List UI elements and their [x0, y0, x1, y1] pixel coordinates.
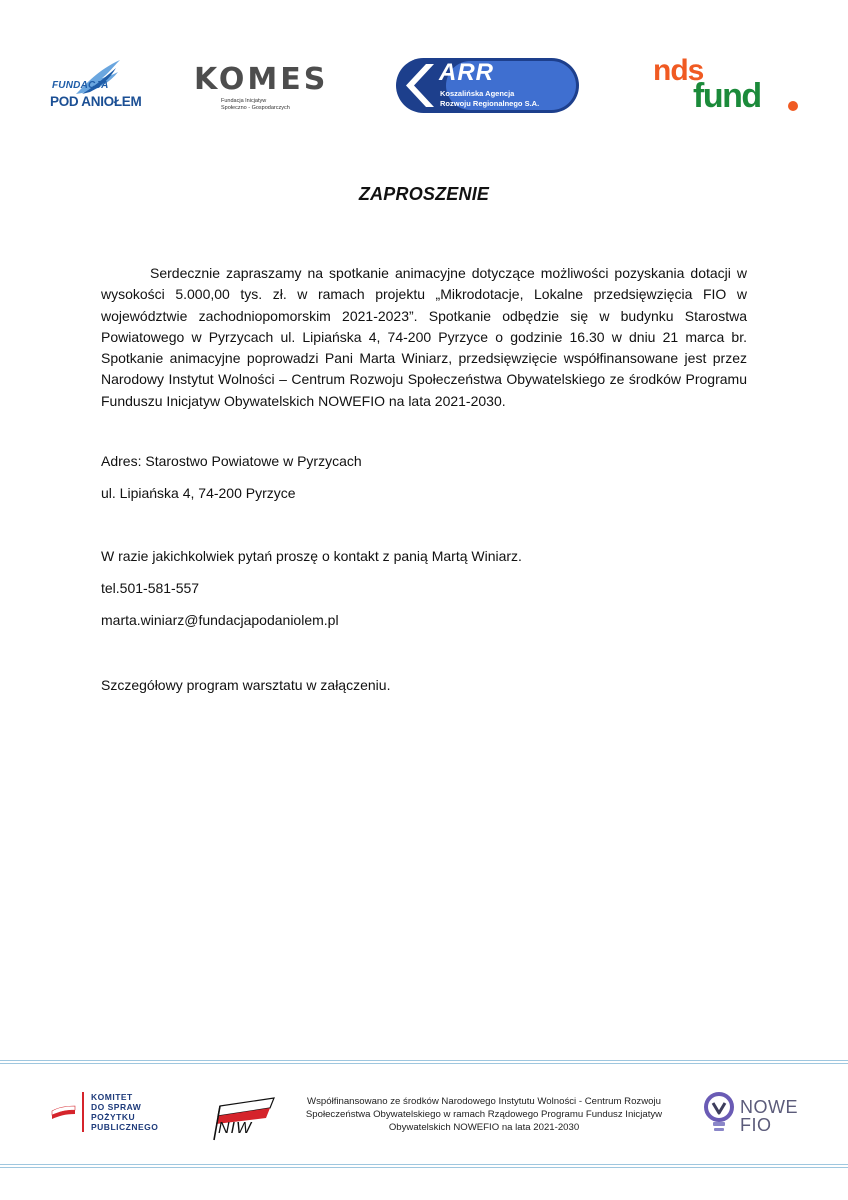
niw-logo-text: NIW [218, 1120, 253, 1137]
fundacja-pod-aniolem-logo [48, 58, 142, 116]
footer-rule-top [0, 1060, 848, 1061]
footer-rule-bottom-2 [0, 1167, 848, 1168]
niw-logo [208, 1094, 278, 1142]
invitation-paragraph: Serdecznie zapraszamy na spotkanie animacyjne dotyczące możliwości pozyskania dotacji w wysokości 5.000,00 tys. zł. w ramach projektu „Mikrodotacje, Lokalne przedsięwzięcia FIO w województwie zachodniopomorskim 2021-2023”. Spotkanie odbędzie się w budynku Starostwa Powiatowego w Pyrzycach ul. Lipiańska 4, 74-200 Pyrzyce o godzinie 16.30 w dniu 21 marca br. Spotkanie animacyjne poprowadzi Pani Marta Winiarz, przedsięwzięcie współfinansowane jest przez Narodowy Instytut Wolności – Centrum Rozwoju Społeczeństwa Obywatelskiego ze środków Programu Funduszu Inicjatyw Obywatelskich NOWEFIO na lata 2021-2030. [101, 265, 747, 409]
arrow-icon [396, 58, 442, 113]
fundacja-logo-line1: FUNDACJA [52, 80, 109, 91]
arr-logo [396, 58, 579, 113]
phone-number: tel.501-581-557 [101, 580, 200, 596]
attachment-note: Szczegółowy program warsztatu w załączeniu. [101, 677, 391, 693]
komes-logo [192, 62, 327, 112]
arr-logo-word: ARR [439, 59, 494, 86]
komitet-line-4: PUBLICZNEGO [91, 1122, 159, 1132]
komitet-line-2: DO SPRAW [91, 1102, 142, 1112]
nds-logo-line1: nds [653, 54, 704, 87]
document-title: ZAPROSZENIE [358, 184, 490, 204]
komitet-logo [48, 1092, 178, 1132]
komes-logo-word: KOMES [194, 62, 329, 97]
polish-flag-icon [51, 1102, 77, 1120]
komes-logo-subtitle1: Fundacja Inicjatyw [221, 98, 267, 104]
nds-fund-logo [653, 54, 798, 116]
address-line-1: Adres: Starostwo Powiatowe w Pyrzycach [101, 453, 362, 469]
komes-logo-subtitle2: Społeczno - Gospodarczych [221, 105, 290, 111]
address-line-2: ul. Lipiańska 4, 74-200 Pyrzyce [101, 485, 296, 501]
fundacja-logo-line2: POD ANIOŁEM [50, 94, 142, 109]
contact-line: W razie jakichkolwiek pytań proszę o kontakt z panią Martą Winiarz. [101, 548, 522, 564]
nowe-fio-logo [702, 1091, 802, 1137]
lightbulb-icon [702, 1091, 738, 1137]
nds-logo-dot [788, 101, 798, 111]
email-address: marta.winiarz@fundacjapodaniolem.pl [101, 612, 339, 628]
angel-wing-icon [72, 58, 124, 98]
nowe-fio-line-2: FIO [740, 1115, 772, 1135]
arr-logo-subtitle1: Koszalińska Agencja [440, 89, 515, 98]
funding-note: Współfinansowano ze środków Narodowego Instytutu Wolności - Centrum Rozwoju Społeczeństwa Obywatelskiego w ramach Rządowego Programu Fundusz Inicjatyw Obywatelskich NOWEFIO na lata 2021-2030 [305, 1096, 663, 1133]
nds-logo-line2: fund [693, 77, 761, 115]
footer-rule-bottom [0, 1164, 848, 1165]
arr-logo-subtitle2: Rozwoju Regionalnego S.A. [440, 99, 540, 108]
komitet-separator [82, 1092, 84, 1132]
komitet-line-1: KOMITET [91, 1092, 133, 1102]
nowe-fio-line-1: NOWE [740, 1097, 798, 1117]
komitet-line-3: POŻYTKU [91, 1112, 136, 1122]
footer-rule-top-2 [0, 1063, 848, 1064]
